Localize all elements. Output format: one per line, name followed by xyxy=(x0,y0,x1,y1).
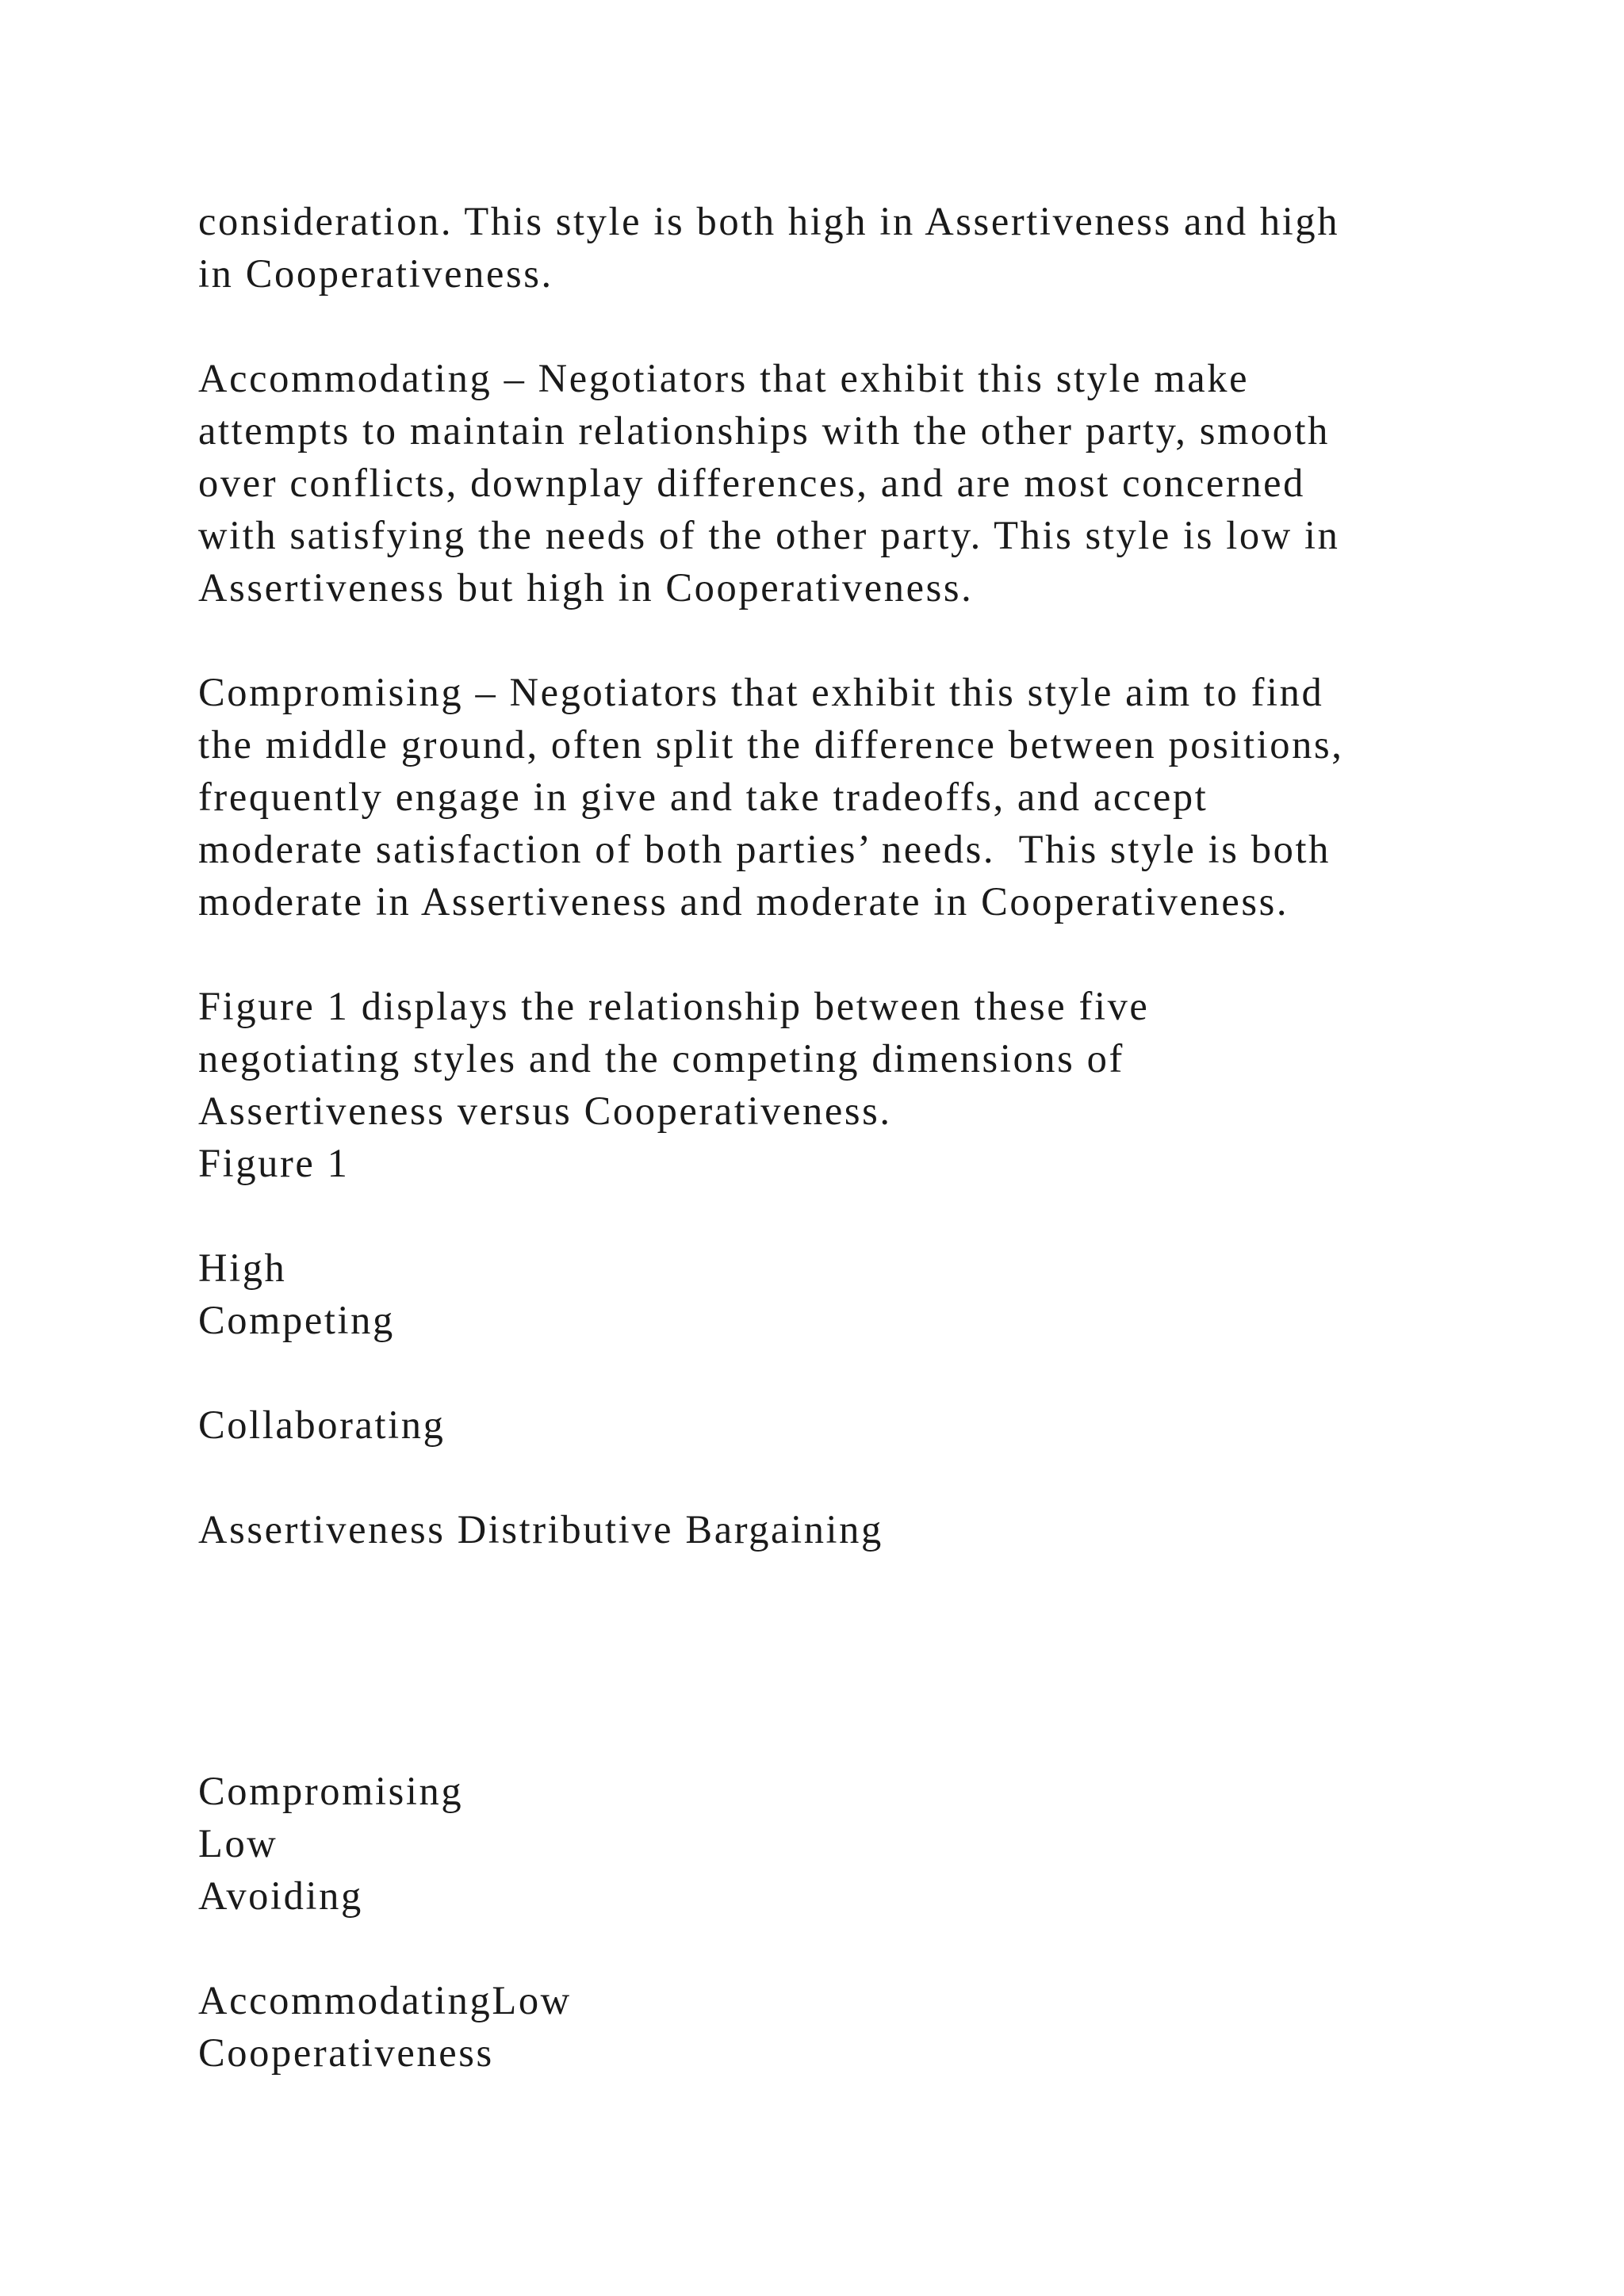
blank-line xyxy=(198,1189,1499,1242)
figure-label-avoiding: Avoiding xyxy=(198,1873,363,1918)
compromising-paragraph-line: Compromising – Negotiators that exhibit this style aim to find xyxy=(198,670,1324,714)
figure-caption: Figure 1 xyxy=(198,1141,350,1185)
figure-label-competing: Competing xyxy=(198,1298,395,1342)
text-line: Assertiveness but high in Cooperativeness. xyxy=(198,565,974,610)
text-line: the middle ground, often split the difference between positions, xyxy=(198,722,1344,767)
figure-label-compromising: Compromising xyxy=(198,1769,464,1813)
blank-line xyxy=(198,1451,1499,1503)
blank-line xyxy=(198,1346,1499,1399)
blank-line xyxy=(198,614,1499,666)
figure-label-assertiveness: Assertiveness Distributive Bargaining xyxy=(198,1507,883,1552)
blank-gap xyxy=(198,1556,1499,1765)
figure-label-collaborating: Collaborating xyxy=(198,1402,446,1447)
accommodating-paragraph-line: Accommodating – Negotiators that exhibit this style make xyxy=(198,356,1250,400)
text-line: negotiating styles and the competing dimensions of xyxy=(198,1036,1124,1081)
figure-label-high: High xyxy=(198,1246,287,1290)
figure-intro-line: Figure 1 displays the relationship between these five xyxy=(198,984,1150,1028)
figure-label-accommodating-low: AccommodatingLow xyxy=(198,1978,572,2022)
figure-label-low: Low xyxy=(198,1821,278,1866)
text-line: moderate in Assertiveness and moderate in Cooperativeness. xyxy=(198,879,1289,924)
document-body xyxy=(198,195,1499,2079)
blank-line xyxy=(198,928,1499,980)
text-line: in Cooperativeness. xyxy=(198,251,553,296)
text-line: over conflicts, downplay differences, and are most concerned xyxy=(198,461,1306,505)
text-line: consideration. This style is both high in Assertiveness and high xyxy=(198,199,1340,243)
figure-label-cooperativeness: Cooperativeness xyxy=(198,2030,494,2075)
blank-line xyxy=(198,1922,1499,1974)
text-line: Assertiveness versus Cooperativeness. xyxy=(198,1089,892,1133)
text-line: frequently engage in give and take tradeoffs, and accept xyxy=(198,775,1208,819)
text-line: attempts to maintain relationships with the other party, smooth xyxy=(198,408,1331,453)
text-line: moderate satisfaction of both parties’ needs. This style is both xyxy=(198,827,1331,871)
text-line: with satisfying the needs of the other party. This style is low in xyxy=(198,513,1340,557)
blank-line xyxy=(198,300,1499,352)
